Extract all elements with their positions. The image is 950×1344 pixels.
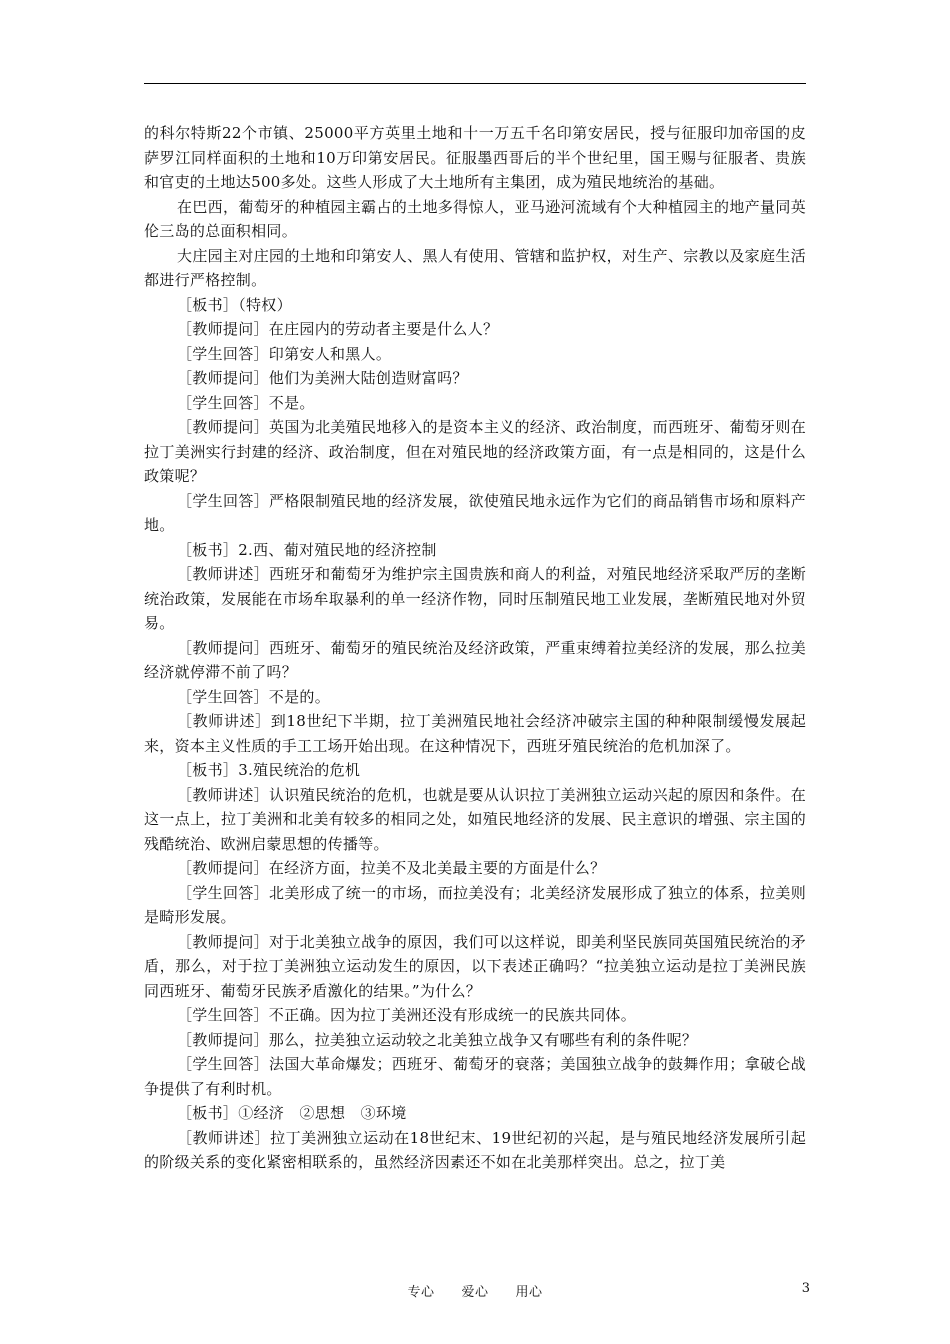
page-body — [144, 121, 806, 1175]
student-answer: ［学生回答］不是。 — [177, 393, 315, 412]
board-note: ［板书］2.西、葡对殖民地的经济控制 — [177, 540, 437, 559]
student-answer: ［学生回答］不正确。因为拉丁美洲还没有形成统一的民族共同体。 — [177, 1006, 637, 1024]
teacher-question: ［教师提问］西班牙、葡萄牙的殖民统治及经济政策，严重束缚着拉美经济的发展，那么拉美经济就停滞不前了吗？ — [144, 638, 806, 681]
board-note: ［板书］（特权） — [177, 295, 292, 314]
paragraph: 大庄园主对庄园的土地和印第安人、黑人有使用、管辖和监护权，对生产、宗教以及家庭生活都进行严格控制。 — [144, 246, 806, 289]
teacher-question: ［教师提问］英国为北美殖民地移入的是资本主义的经济、政治制度，而西班牙、葡萄牙则在拉丁美洲实行封建的经济、政治制度，但在对殖民地的经济政策方面，有一点是相同的，这是什么政策呢？ — [144, 418, 806, 485]
header-rule — [144, 83, 806, 84]
teacher-lecture: ［教师讲述］西班牙和葡萄牙为维护宗主国贵族和商人的利益，对殖民地经济采取严厉的垄断统治政策，发展能在市场牟取暴利的单一经济作物，同时压制殖民地工业发展，垄断殖民地对外贸易。 — [144, 565, 806, 632]
student-answer: ［学生回答］北美形成了统一的市场，而拉美没有；北美经济发展形成了独立的体系，拉美则是畸形发展。 — [144, 883, 806, 926]
paragraph: 在巴西，葡萄牙的种植园主霸占的土地多得惊人，亚马逊河流域有个大种植园主的地产量同英伦三岛的总面积相同。 — [144, 197, 806, 240]
student-answer: ［学生回答］印第安人和黑人。 — [177, 344, 392, 363]
board-note: ［板书］3.殖民统治的危机 — [177, 761, 361, 779]
student-answer: ［学生回答］不是的。 — [177, 687, 331, 706]
teacher-lecture: ［教师讲述］认识殖民统治的危机，也就是要从认识拉丁美洲独立运动兴起的原因和条件。在这一点上，拉丁美洲和北美有较多的相同之处，如殖民地经济的发展、民主意识的增强、宗主国的残酷统治、欧洲启蒙思想的传播等。 — [144, 785, 806, 853]
teacher-question: ［教师提问］那么，拉美独立运动较之北美独立战争又有哪些有利的条件呢？ — [177, 1030, 698, 1049]
teacher-question: ［教师提问］他们为美洲大陆创造财富吗？ — [177, 369, 468, 387]
student-answer: ［学生回答］严格限制殖民地的经济发展，欲使殖民地永远作为它们的商品销售市场和原料产地。 — [144, 491, 806, 534]
board-note: ［板书］①经济 ②思想 ③环境 — [177, 1104, 407, 1122]
teacher-question: ［教师提问］在经济方面，拉美不及北美最主要的方面是什么？ — [177, 859, 606, 877]
footer-motto: 专心 爱心 用心 — [407, 1285, 543, 1300]
teacher-question: ［教师提问］对于北美独立战争的原因，我们可以这样说，即美利坚民族同英国殖民统治的矛盾，那么，对于拉丁美洲独立运动发生的原因，以下表述正确吗？“拉美独立运动是拉丁美洲民族同西班牙、葡萄牙民族矛盾激化的结果。”为什么？ — [144, 932, 806, 1000]
teacher-question: ［教师提问］在庄园内的劳动者主要是什么人？ — [177, 320, 499, 338]
page-number: 3 — [801, 1281, 810, 1296]
teacher-lecture: ［教师讲述］拉丁美洲独立运动在18世纪末、19世纪初的兴起，是与殖民地经济发展所引起的阶级关系的变化紧密相联系的，虽然经济因素还不如在北美那样突出。总之，拉丁美 — [144, 1128, 806, 1171]
student-answer: ［学生回答］法国大革命爆发；西班牙、葡萄牙的衰落；美国独立战争的鼓舞作用；拿破仑战争提供了有利时机。 — [144, 1055, 806, 1098]
paragraph-continuation: 的科尔特斯22个市镇、25000平方英里土地和十一万五千名印第安居民，授与征服印加帝国的皮萨罗江同样面积的土地和10万印第安居民。征服墨西哥后的半个世纪里，国王赐与征服者、贵族和官吏的土地达500多处。这些人形成了大土地所有主集团，成为殖民地统治的基础。 — [144, 124, 806, 191]
teacher-lecture: ［教师讲述］到18世纪下半期，拉丁美洲殖民地社会经济冲破宗主国的种种限制缓慢发展起来，资本主义性质的手工工场开始出现。在这种情况下，西班牙殖民统治的危机加深了。 — [144, 712, 806, 755]
